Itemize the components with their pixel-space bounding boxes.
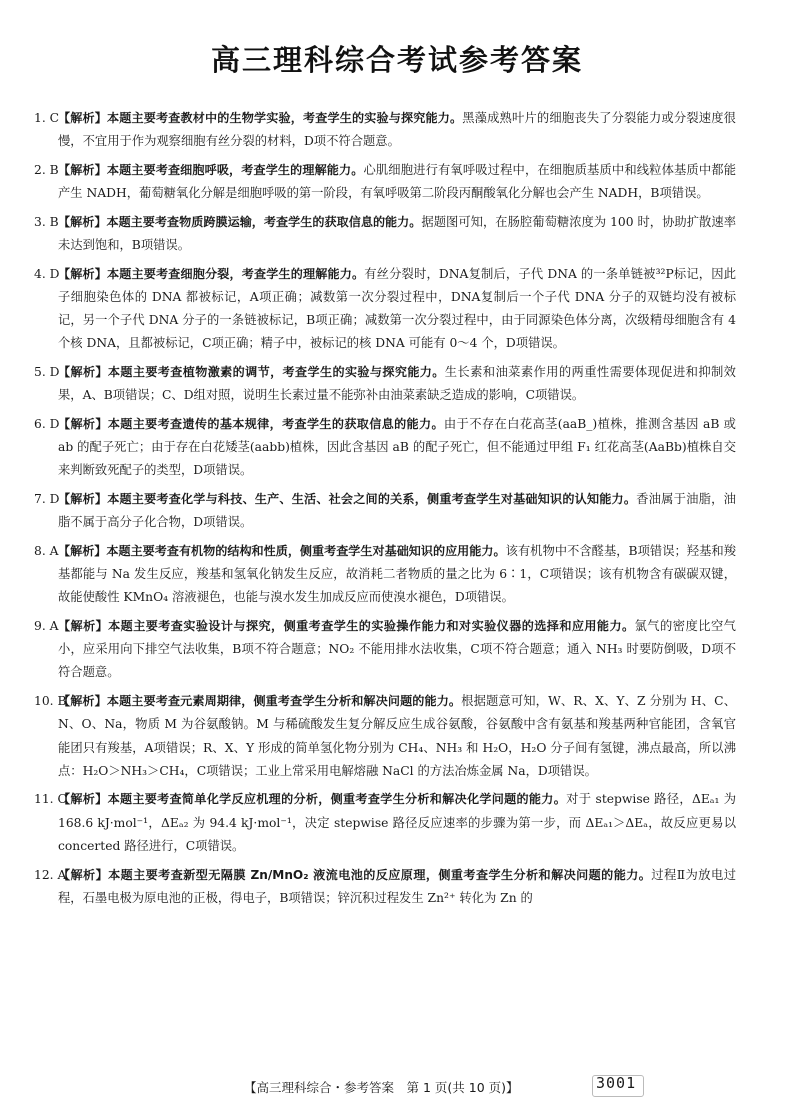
item-number: 2. B	[34, 162, 59, 177]
answer-item-9	[36, 615, 736, 685]
page-footer	[244, 1074, 644, 1096]
item-number: 9. A	[34, 619, 59, 634]
item-number: 10. B	[34, 694, 67, 709]
item-number: 5. D	[34, 365, 60, 380]
item-body: 氯气的密度比空气小，应采用向下排空气法收集，B项不符合题意；NO₂ 不能用排水法收集，C项不符合题意；通入 NH₃ 时要防倒吸，D项不符合题意。	[58, 619, 736, 680]
item-number: 3. B	[34, 214, 59, 229]
item-body: 心肌细胞进行有氧呼吸过程中，在细胞质基质中和线粒体基质中都能产生 NADH，葡萄糖氧化分解是细胞呼吸的第一阶段，有氧呼吸第二阶段丙酮酸氧化分解也会产生 NADH，B项错误。	[58, 162, 736, 201]
answer-item-5	[36, 361, 736, 407]
item-lead: 【解析】本题主要考查细胞分裂，考查学生的理解能力。	[58, 266, 365, 281]
item-lead: 【解析】本题主要考查实验设计与探究，侧重考查学生的实验操作能力和对实验仪器的选择和应用能力。	[58, 619, 635, 634]
item-number: 1. C	[34, 111, 60, 125]
answer-item-7	[36, 488, 736, 534]
item-number: 6. D	[34, 416, 60, 431]
item-lead: 【解析】本题主要考查遗传的基本规律，考查学生的获取信息的能力。	[58, 416, 444, 431]
item-lead: 【解析】本题主要考查物质跨膜运输，考查学生的获取信息的能力。	[58, 214, 422, 229]
item-lead: 【解析】本题主要考查新型无隔膜 Zn/MnO₂ 液流电池的反应原理，侧重考查学生分析和解决问题的能力。	[58, 867, 652, 882]
answer-item-3	[36, 211, 736, 257]
item-lead: 【解析】本题主要考查细胞呼吸，考查学生的理解能力。	[58, 162, 364, 177]
item-body: 生长素和油菜素作用的两重性需要体现促进和抑制效果，A、B项错误；C、D组对照，说明生长素过量不能弥补由油菜素缺乏造成的影响，C项错误。	[58, 365, 736, 403]
exam-code: 3001	[596, 1074, 637, 1092]
answer-item-2	[36, 159, 736, 205]
item-body: 由于不存在白花高茎(aaB_)植株，推测含基因 aB 或 ab 的配子死亡；由于存在白花矮茎(aabb)植株，因此含基因 aB 的配子死亡，但不能通过甲组 F₁ 红花高茎(AaBb)植株自交来判断致死配子的类型，D项错误。	[58, 416, 736, 478]
item-lead: 【解析】本题主要考查植物激素的调节，考查学生的实验与探究能力。	[58, 365, 445, 380]
item-body: 有丝分裂时，DNA复制后，子代 DNA 的一条单链被³²P标记，因此子细胞染色体的 DNA 都被标记，A项正确；减数第一次分裂过程中，DNA复制后一个子代 DNA 分子的双链均没有被标记，另一个子代 DNA 分子的一条链被标记，B项正确；减数第一次分裂过程中，由于同源染色体分离，次级精母细胞含有 4 个核 DNA，且都被标记，C项正确；精子中，被标记的核 DNA 可能有 0～4 个，D项错误。	[58, 266, 736, 351]
answer-item-11	[36, 788, 736, 858]
item-body: 黑藻成熟叶片的细胞丧失了分裂能力或分裂速度很慢，不宜用于作为观察细胞有丝分裂的材料，D项不符合题意。	[58, 111, 736, 149]
item-number: 4. D	[34, 266, 60, 281]
item-lead: 【解析】本题主要考查有机物的结构和性质，侧重考查学生对基础知识的应用能力。	[58, 543, 506, 558]
answer-item-6	[36, 413, 736, 483]
item-lead: 【解析】本题主要考查元素周期律，侧重考查学生分析和解决问题的能力。	[58, 694, 462, 709]
page-title: 高三理科综合考试参考答案	[210, 43, 583, 77]
item-body: 过程Ⅱ为放电过程，石墨电极为原电池的正极，得电子，B项错误；锌沉积过程发生 Zn²⁺ 转化为 Zn 的	[58, 867, 736, 905]
answer-list	[36, 107, 736, 916]
item-body: 该有机物中不含醛基，B项错误；羟基和羧基都能与 Na 发生反应，羧基和氢氧化钠发生反应，故消耗二者物质的量之比为 6∶1，C项错误；该有机物含有碳碳双键，故能使酸性 KMnO₄ 溶液褪色，也能与溴水发生加成反应而使溴水褪色，D项错误。	[58, 543, 736, 605]
item-body: 根据题意可知，W、R、X、Y、Z 分别为 H、C、N、O、Na，物质 M 为谷氨酸钠。M 与稀硫酸发生复分解反应生成谷氨酸，谷氨酸中含有氨基和羧基两种官能团，含氧官能团只有羧基，A项错误；R、X、Y 形成的简单氢化物分别为 CH₄、NH₃ 和 H₂O，H₂O 分子间有氢键，沸点最高，所以沸点：H₂O＞NH₃＞CH₄，C项错误；工业上常采用电解熔融 NaCl 的方法冶炼金属 Na，D项错误。	[58, 694, 736, 778]
item-number: 8. A	[34, 543, 59, 558]
answer-item-12	[36, 864, 736, 910]
answer-item-8	[36, 540, 736, 610]
footer-page-info: 【高三理科综合・参考答案 第 1 页(共 10 页)】	[244, 1080, 519, 1095]
item-lead: 【解析】本题主要考查简单化学反应机理的分析，侧重考查学生分析和解决化学问题的能力。	[58, 792, 567, 807]
item-body: 据题图可知，在肠腔葡萄糖浓度为 100 时，协助扩散速率未达到饱和，B项错误。	[58, 214, 736, 253]
item-number: 12. A	[34, 867, 67, 882]
answer-item-10	[36, 690, 736, 783]
answer-item-1	[36, 107, 736, 153]
item-lead: 【解析】本题主要考查教材中的生物学实验，考查学生的实验与探究能力。	[58, 111, 463, 125]
item-body: 香油属于油脂，油脂不属于高分子化合物，D项错误。	[58, 492, 736, 530]
item-number: 7. D	[34, 492, 60, 507]
item-lead: 【解析】本题主要考查化学与科技、生产、生活、社会之间的关系，侧重考查学生对基础知识的认知能力。	[58, 492, 637, 507]
answer-item-4	[36, 263, 736, 356]
item-number: 11. C	[34, 792, 67, 807]
item-body: 对于 stepwise 路径，ΔEₐ₁ 为 168.6 kJ·mol⁻¹，ΔEₐ₂ 为 94.4 kJ·mol⁻¹，决定 stepwise 路径反应速率的步骤为第一步，而 ΔEₐ₁＞ΔEₐ，故反应更易以 concerted 路径进行，C项错误。	[58, 792, 736, 853]
